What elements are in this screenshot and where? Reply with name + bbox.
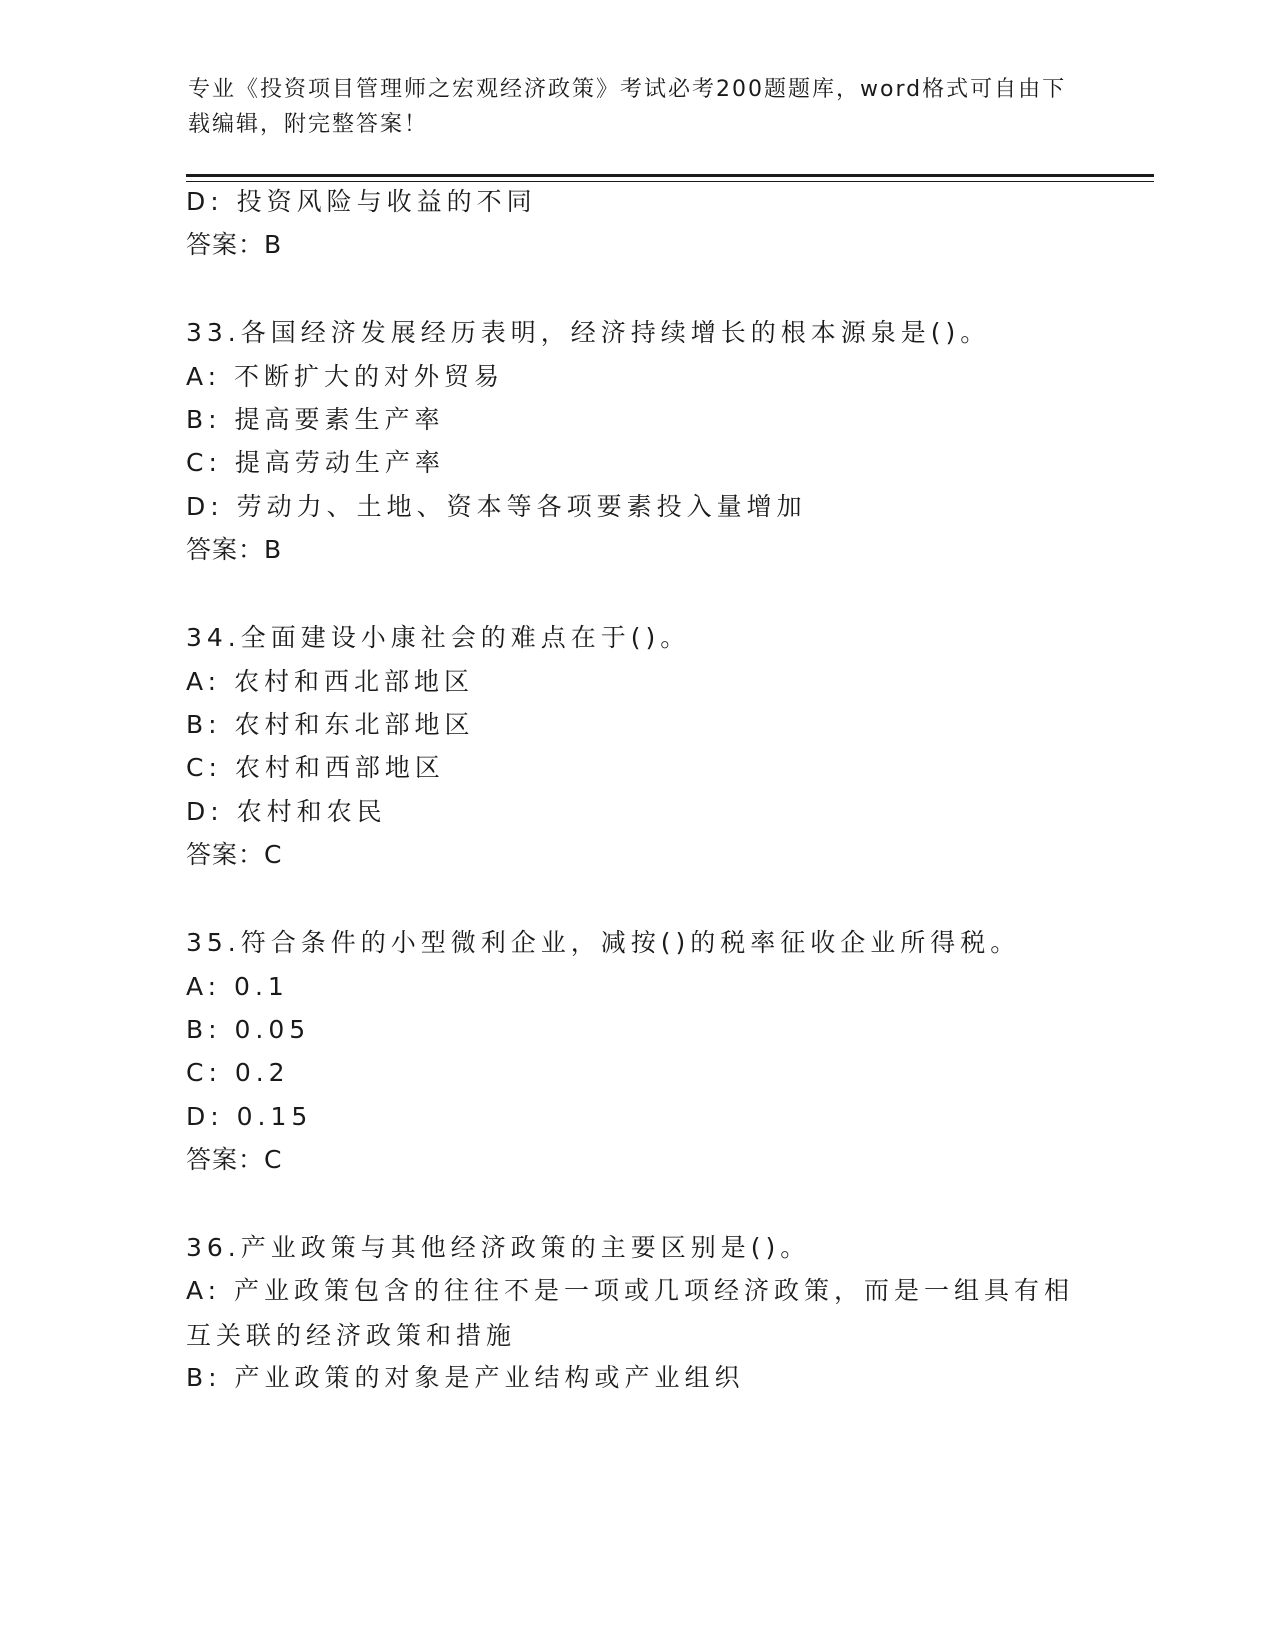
header-rule-thin bbox=[186, 181, 1154, 182]
q33-question: 33.各国经济发展经历表明，经济持续增长的根本源泉是()。 bbox=[186, 318, 991, 347]
header-rule-thick bbox=[186, 174, 1154, 177]
q34-option-d: D: 农村和农民 bbox=[186, 797, 387, 826]
q33-option-b: B: 提高要素生产率 bbox=[186, 405, 445, 434]
q33-option-a: A: 不断扩大的对外贸易 bbox=[186, 362, 505, 391]
q35-question: 35.符合条件的小型微利企业，减按()的税率征收企业所得税。 bbox=[186, 928, 1021, 957]
q34-answer: 答案：C bbox=[186, 840, 283, 869]
q35-option-c: C: 0.2 bbox=[186, 1058, 290, 1087]
q35-option-d: D: 0.15 bbox=[186, 1102, 313, 1131]
q33-option-c: C: 提高劳动生产率 bbox=[186, 448, 445, 477]
q35-option-b: B: 0.05 bbox=[186, 1015, 311, 1044]
q36-option-b: B: 产业政策的对象是产业结构或产业组织 bbox=[186, 1363, 745, 1392]
q36-question: 36.产业政策与其他经济政策的主要区别是()。 bbox=[186, 1233, 811, 1262]
q33-answer: 答案：B bbox=[186, 535, 283, 564]
q35-answer: 答案：C bbox=[186, 1145, 283, 1174]
q34-option-a: A: 农村和西北部地区 bbox=[186, 667, 475, 696]
q34-question: 34.全面建设小康社会的难点在于()。 bbox=[186, 623, 691, 652]
q34-option-c: C: 农村和西部地区 bbox=[186, 753, 445, 782]
q36-option-a: A: 产业政策包含的往往不是一项或几项经济政策，而是一组具有相互关联的经济政策和措施 bbox=[186, 1276, 1075, 1350]
document-header: 专业《投资项目管理师之宏观经济政策》考试必考200题题库，word格式可自由下载编辑，附完整答案！ bbox=[188, 77, 1067, 137]
q34-option-b: B: 农村和东北部地区 bbox=[186, 710, 475, 739]
q35-option-a: A: 0.1 bbox=[186, 972, 289, 1001]
q33-option-d: D: 劳动力、土地、资本等各项要素投入量增加 bbox=[186, 492, 807, 521]
prev-option-d: D: 投资风险与收益的不同 bbox=[186, 187, 537, 216]
prev-answer: 答案：B bbox=[186, 230, 283, 259]
